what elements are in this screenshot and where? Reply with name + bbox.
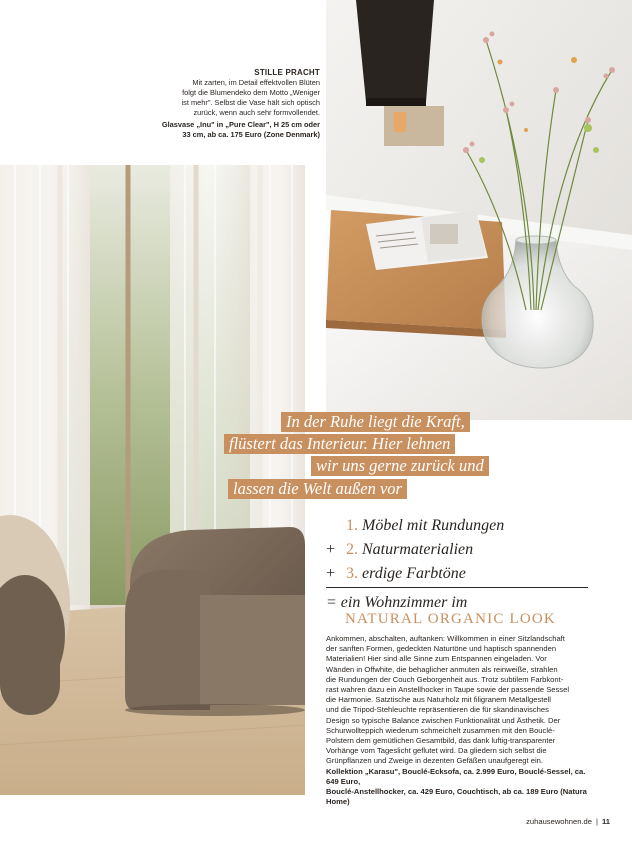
caption-credit-line: 33 cm, ab ca. 175 Euro (Zone Denmark) — [182, 130, 320, 139]
body-line: der sanften Formen, gedeckten Naturtöne und haptisch spannenden — [326, 644, 557, 654]
caption-line: folgt die Blumendeko dem Motto „Weniger — [182, 88, 320, 97]
list-item-text: Möbel mit Rundungen — [362, 517, 505, 534]
list-item-number: 3. — [346, 565, 358, 582]
body-line: Polstern dem gemütlichen Gesamtbild, das dank luftig-transparenter — [326, 736, 556, 746]
body-line: Wänden in Offwhite, die behaglicher anmuten als reinweiße, strahlen — [326, 664, 558, 674]
caption-line: Mit zarten, im Detail effektvollen Blüten — [192, 78, 320, 87]
body-line: Ankommen, abschalten, auftanken: Willkommen in einer Sitzlandschaft — [326, 634, 565, 643]
pull-quote-line: wir uns gerne zurück und — [311, 456, 489, 476]
body-line: Schurwollteppich wiederum schmeichelt zusammen mit den Bouclé- — [326, 725, 555, 735]
body-line: und die Tripod-Stehleuchte repräsentieren die für skandinavisches — [326, 705, 549, 715]
body-line: die Rundungen der Couch Geborgenheit aus. Trotz subtilem Farbkont- — [326, 674, 564, 684]
photo-caption — [160, 68, 320, 140]
caption-title: STILLE PRACHT — [254, 68, 320, 77]
caption-credit — [160, 120, 320, 140]
list-item-number: 2. — [346, 541, 358, 558]
feature-list — [326, 514, 590, 586]
body-line: Grünpflanzen und Zweige in dezenten Gefäßen unaufgeregt ein. — [326, 756, 543, 766]
list-item-text: Naturmaterialien — [362, 541, 474, 558]
list-result: = ein Wohnzimmer im — [326, 594, 468, 611]
footer-site: zuhausewohnen.de — [526, 817, 592, 826]
body-line: Materialien! Hier sind alle Sinne zum Entspannen eingeladen. Vor — [326, 654, 547, 664]
caption-credit-line: Glasvase „Inu" in „Pure Clear", H 25 cm oder — [161, 120, 320, 129]
feature-list-item — [326, 562, 590, 586]
pull-quote-line: lassen die Welt außen vor — [228, 479, 407, 499]
pull-quote-line: In der Ruhe liegt die Kraft, — [281, 412, 470, 432]
list-result-highlight: NATURAL ORGANIC LOOK — [345, 611, 556, 627]
caption-line: zurück, wenn auch sehr formvollendet. — [193, 108, 320, 117]
footer-separator: | — [595, 817, 598, 826]
list-item-number: 1. — [346, 517, 358, 534]
body-line: Design so typische Balance zwischen Funktionalität und Ästhetik. Der — [326, 715, 561, 725]
body-line: Vorhänge vom Tageslicht geflutet wird. Da gliedern sich selbst die — [326, 746, 547, 756]
feature-list-item — [326, 538, 590, 562]
body-line: rast wahren dazu ein Anstellhocker in Taupe sowie der passende Sessel — [326, 685, 570, 695]
list-divider — [326, 587, 588, 588]
caption-line: ist mehr". Selbst die Vase hält sich optisch — [181, 98, 320, 107]
list-item-prefix: + — [326, 565, 336, 582]
pull-quote-line: flüstert das Interieur. Hier lehnen — [224, 434, 455, 454]
body-line: die Harmonie. Satztische aus Naturholz mit filigranem Metallgestell — [326, 695, 551, 705]
photo-vase-illustration — [326, 0, 632, 420]
page-footer — [526, 817, 610, 826]
page-number: 11 — [601, 817, 610, 826]
body-credit-line: Kollektion „Karasu", Bouclé-Ecksofa, ca. 2.999 Euro, Bouclé-Sessel, ca. 649 Euro, — [326, 766, 586, 786]
photo-vase-magazine — [326, 0, 632, 420]
feature-list-item — [326, 514, 590, 538]
body-credit-line: Bouclé-Anstellhocker, ca. 429 Euro, Couchtisch, ab ca. 189 Euro (Natura Home) — [326, 787, 587, 807]
article-body — [326, 634, 590, 807]
list-item-text: erdige Farbtöne — [362, 565, 466, 582]
list-item-prefix: + — [326, 541, 336, 558]
